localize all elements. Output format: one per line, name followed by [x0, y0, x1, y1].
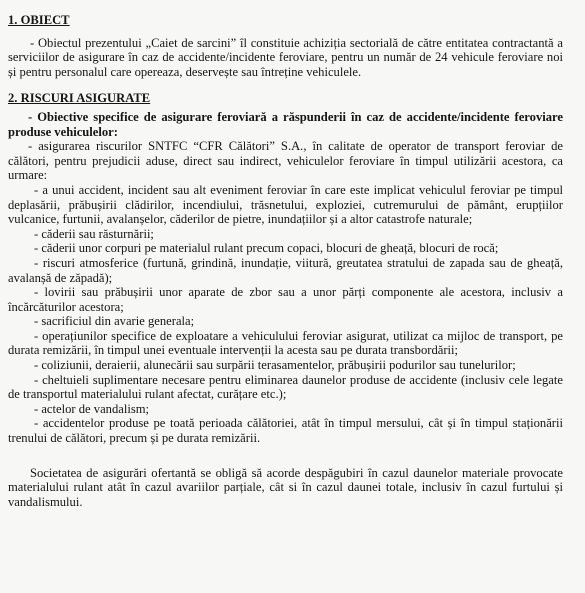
section-2-title: 2. RISCURI ASIGURATE	[8, 91, 151, 106]
section-1-title: 1. OBIECT	[8, 13, 70, 27]
list-item: - riscuri atmosferice (furtună, grindină, inundație, viitură, greutatea stratului de zapada sau de gheață, avalanșă de zăpadă);	[8, 255, 563, 285]
list-item: - sacrificiul din avarie generala;	[34, 314, 195, 329]
section-2-subtitle: - Obiective specifice de asigurare feroviară a răspunderii în caz de accidente/incidente feroviare produse vehiculelor:	[8, 109, 563, 139]
list-item: - cheltuieli suplimentare necesare pentru eliminarea daunelor produse de accidente (inclusiv cele legate de transportul materialului rulant afectat, curățare etc.);	[8, 372, 563, 402]
list-item: - lovirii sau prăbușirii unor aparate de zbor sau a unor părți componente ale acestora, inclusiv a încărcăturilor acestora;	[8, 285, 563, 314]
list-item: - a unui accident, incident sau alt eveniment feroviar în care este implicat vehiculul feroviar pe timpul deplasării, prăbușirii clădirilor, incendiului, trăsnetului, exploziei, cutremurului de pământ, erupțiilor vulcanice, furtunii, avalanșelor, căderilor de pietre, inundațiilor și a altor catastrofe naturale;	[8, 182, 563, 227]
list-item: - accidentelor produse pe toată perioada călătoriei, atât în timpul mersului, cât și în timpul staționării trenului de călători, precum și pe durata remizării.	[8, 416, 563, 446]
list-item: - căderii unor corpuri pe materialul rulant precum copaci, blocuri de gheață, blocuri de rocă;	[34, 241, 499, 256]
list-item: - actelor de vandalism;	[34, 401, 150, 416]
list-item: - căderii sau răsturnării;	[34, 226, 154, 241]
list-item: - operațiunilor specifice de exploatare a vehiculului feroviar asigurat, utilizat ca mijloc de transport, pe durata remizării, în timpul unei eventuale intervenții la acesta sau pe durata transbordării;	[8, 328, 563, 358]
list-item: - coliziunii, deraierii, alunecării sau surpării terasamentelor, prăbușirii podurilor sau tunelurilor;	[34, 358, 516, 373]
list-item: - asigurarea riscurilor SNTFC “CFR Călători” S.A., în calitate de operator de transport feroviar de călători, pentru prejudicii aduse, direct sau indirect, vehiculelor feroviare în timpul utilizării acestora, ca urmare:	[8, 139, 563, 183]
section-1-text: - Obiectul prezentului „Caiet de sarcini” îl constituie achiziția sectorială de către entitatea contractantă a serviciilor de asigurare în caz de accidente/incidente feroviare, pentru un număr de 24 vehicule feroviare noi și pentru personalul care opereaza, deservește sau întreține vehiculele.	[8, 35, 563, 79]
closing-paragraph: Societatea de asigurări ofertantă se obligă să acorde despăgubiri în cazul daunelor materiale provocate materialului rulant atât în cazul avariilor parțiale, cât si în cazul daunei totale, inclusiv în cazul furtului și vandalismului.	[8, 465, 563, 509]
